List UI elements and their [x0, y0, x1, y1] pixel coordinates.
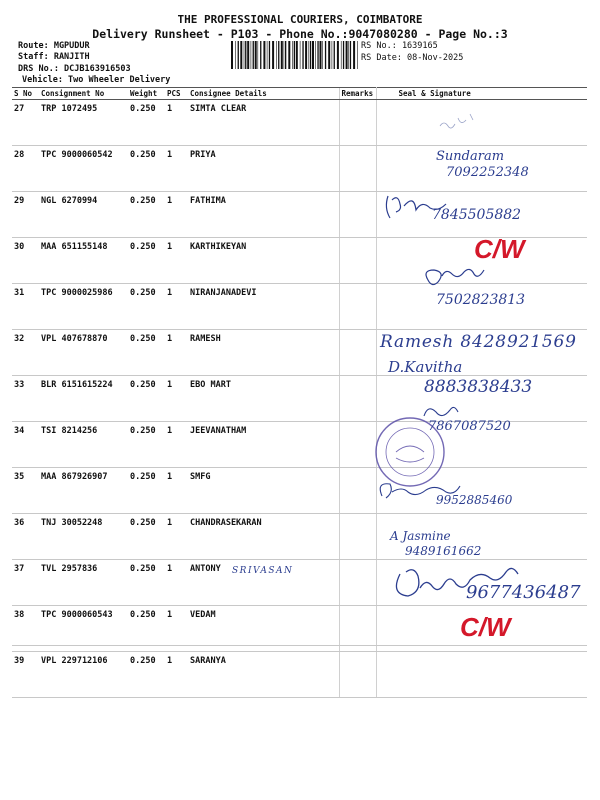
- barcode-bar: [258, 41, 259, 69]
- cell-consignee: SIMTA CLEAR: [188, 100, 339, 146]
- cell-remarks: [339, 284, 376, 330]
- cell-remarks: [339, 468, 376, 514]
- cell-sno: 34: [12, 422, 39, 468]
- col-seal-signature: Seal & Signature: [376, 88, 587, 100]
- cell-sno: 32: [12, 330, 39, 376]
- barcode-bar: [353, 41, 355, 69]
- cell-consignment: TSI 8214256: [39, 422, 128, 468]
- cell-sno: 29: [12, 192, 39, 238]
- cell-signature: [376, 146, 587, 192]
- handwritten-signature: Ramesh 8428921569: [380, 332, 576, 352]
- handwritten-phone: 7845505882: [432, 207, 522, 223]
- cell-remarks: [339, 514, 376, 560]
- barcode-bar: [284, 41, 285, 69]
- cell-weight: 0.250: [128, 376, 165, 422]
- barcode-bar: [292, 41, 293, 69]
- barcode-bar: [278, 41, 279, 69]
- cell-weight: 0.250: [128, 468, 165, 514]
- cell-weight: 0.250: [128, 330, 165, 376]
- cell-consignment: NGL 6270994: [39, 192, 128, 238]
- table-row: [12, 100, 587, 146]
- barcode-bar: [269, 41, 270, 69]
- cell-consignee: CHANDRASEKARAN: [188, 514, 339, 560]
- cell-consignee: VEDAM: [188, 606, 339, 652]
- cell-consignment: TNJ 30052248: [39, 514, 128, 560]
- barcode-bar: [305, 41, 307, 69]
- drs-label: DRS No.: DCJB163916503: [18, 64, 131, 74]
- cell-consignment: TVL 2957836: [39, 560, 128, 606]
- table-row: [12, 468, 587, 514]
- cell-signature: [376, 100, 587, 146]
- handwritten-phone: 9952885460: [436, 493, 513, 507]
- handwritten-phone: 7867087520: [428, 419, 511, 434]
- barcode-bar: [235, 41, 236, 69]
- cell-consignee: NIRANJANADEVI: [188, 284, 339, 330]
- cell-pcs: 1: [165, 560, 188, 606]
- route-label: Route: MGPUDUR: [18, 41, 90, 51]
- cell-consignment: TRP 1072495: [39, 100, 128, 146]
- cell-pcs: 1: [165, 238, 188, 284]
- handwritten-phone: 8883838433: [424, 377, 533, 397]
- table-row: [12, 376, 587, 422]
- col-remarks: Remarks: [339, 88, 376, 100]
- col-pcs: PCS: [165, 88, 188, 100]
- cell-consignment: TPC 9000025986: [39, 284, 128, 330]
- barcode-bar: [348, 41, 349, 69]
- barcode-bar: [281, 41, 283, 69]
- cell-remarks: [339, 652, 376, 698]
- cell-remarks: [339, 376, 376, 422]
- cell-consignee: JEEVANATHAM: [188, 422, 339, 468]
- cell-consignment: VPL 229712106: [39, 652, 128, 698]
- barcode-bar: [251, 41, 252, 69]
- barcode-bar: [322, 41, 323, 69]
- cell-weight: 0.250: [128, 238, 165, 284]
- cell-weight: 0.250: [128, 100, 165, 146]
- table-row: [12, 146, 587, 192]
- cell-weight: 0.250: [128, 606, 165, 652]
- barcode-bar: [350, 41, 351, 69]
- barcode-bar: [312, 41, 314, 69]
- cell-weight: 0.250: [128, 652, 165, 698]
- barcode-bar: [343, 41, 344, 69]
- handwritten-phone: 7092252348: [446, 165, 529, 180]
- barcode-bar: [231, 41, 233, 69]
- barcode-bar: [285, 41, 286, 69]
- cell-consignee: FATHIMA: [188, 192, 339, 238]
- barcode-bar: [253, 41, 254, 69]
- cell-consignee: EBO MART: [188, 376, 339, 422]
- barcode-bar: [240, 41, 242, 69]
- handwritten-name: D.Kavitha: [388, 358, 463, 376]
- cell-signature: [376, 560, 587, 606]
- barcode-bar: [332, 41, 333, 69]
- barcode-bar: [317, 41, 318, 69]
- cell-signature: [376, 376, 587, 422]
- col-sno: S No: [12, 88, 39, 100]
- handwritten-annotation: SRIVASAN: [232, 566, 294, 576]
- cell-sno: 36: [12, 514, 39, 560]
- col-consignment: Consignment No: [39, 88, 128, 100]
- barcode-bar: [337, 41, 339, 69]
- barcode-bar: [260, 41, 261, 69]
- cell-signature: [376, 514, 587, 560]
- barcode-bar: [296, 41, 298, 69]
- cell-remarks: [339, 238, 376, 284]
- cell-weight: 0.250: [128, 146, 165, 192]
- cell-signature: [376, 652, 587, 698]
- barcode-bar: [300, 41, 301, 69]
- cell-weight: 0.250: [128, 284, 165, 330]
- cell-weight: 0.250: [128, 560, 165, 606]
- barcode-bar: [357, 41, 358, 69]
- cell-pcs: 1: [165, 606, 188, 652]
- cw-stamp: C/W: [474, 234, 525, 264]
- cell-sno: 33: [12, 376, 39, 422]
- cell-pcs: 1: [165, 284, 188, 330]
- cell-sno: 30: [12, 238, 39, 284]
- cell-consignee: KARTHIKEYAN: [188, 238, 339, 284]
- barcode-bar: [244, 41, 245, 69]
- cell-consignment: MAA 867926907: [39, 468, 128, 514]
- cell-consignment: VPL 407678870: [39, 330, 128, 376]
- cell-consignee: RAMESH: [188, 330, 339, 376]
- cell-sno: 39: [12, 652, 39, 698]
- table-row: [12, 422, 587, 468]
- cell-remarks: [339, 146, 376, 192]
- cell-consignment: MAA 651155148: [39, 238, 128, 284]
- company-title: THE PROFESSIONAL COURIERS, COIMBATORE: [177, 13, 423, 26]
- cell-pcs: 1: [165, 514, 188, 560]
- barcode-bar: [302, 41, 303, 69]
- barcode-bar: [238, 41, 239, 69]
- barcode-bar: [267, 41, 268, 69]
- cell-pcs: 1: [165, 146, 188, 192]
- handwritten-name: A Jasmine: [390, 529, 451, 543]
- barcode-bar: [346, 41, 348, 69]
- cell-remarks: [339, 560, 376, 606]
- barcode-bar: [325, 41, 326, 69]
- cell-remarks: [339, 192, 376, 238]
- cell-consignee: SMFG: [188, 468, 339, 514]
- handwritten-name: Sundaram: [436, 149, 505, 164]
- cell-consignment: TPC 9000060543: [39, 606, 128, 652]
- barcode-bar: [328, 41, 330, 69]
- cell-sno: 35: [12, 468, 39, 514]
- cell-pcs: 1: [165, 468, 188, 514]
- handwritten-phone: 7502823813: [436, 292, 526, 308]
- barcode-bar: [255, 41, 257, 69]
- barcode-bar: [320, 41, 322, 69]
- cell-consignee: SARANYA: [188, 652, 339, 698]
- table-bottom-rule: [12, 645, 587, 646]
- cell-consignee: PRIYA: [188, 146, 339, 192]
- barcode-bar: [272, 41, 274, 69]
- barcode: [231, 41, 358, 69]
- cell-signature: [376, 192, 587, 238]
- col-consignee: Consignee Details: [188, 88, 339, 100]
- barcode-bar: [247, 41, 249, 69]
- cell-weight: 0.250: [128, 514, 165, 560]
- cell-sno: 28: [12, 146, 39, 192]
- table-row: [12, 652, 587, 698]
- col-weight: Weight: [128, 88, 165, 100]
- cell-remarks: [339, 422, 376, 468]
- runsheet-table: [12, 87, 587, 698]
- table-row: [12, 192, 587, 238]
- cell-pcs: 1: [165, 100, 188, 146]
- rs-date-label: RS Date: 08-Nov-2025: [361, 53, 464, 63]
- barcode-bar: [334, 41, 335, 69]
- table-row: [12, 560, 587, 606]
- cell-consignment: BLR 6151615224: [39, 376, 128, 422]
- runsheet-title: Delivery Runsheet - P103 - Phone No.:9047080280 - Page No.:3: [92, 27, 508, 41]
- barcode-bar: [294, 41, 295, 69]
- barcode-bar: [310, 41, 311, 69]
- cell-sno: 37: [12, 560, 39, 606]
- cell-pcs: 1: [165, 652, 188, 698]
- table-row: [12, 330, 587, 376]
- cell-signature: [376, 238, 587, 284]
- barcode-bar: [341, 41, 342, 69]
- cw-stamp: C/W: [460, 612, 511, 642]
- barcode-bar: [276, 41, 277, 69]
- table-row: [12, 514, 587, 560]
- cell-remarks: [339, 330, 376, 376]
- handwritten-phone: 9677436487: [466, 582, 581, 603]
- cell-signature: [376, 422, 587, 468]
- barcode-bar: [288, 41, 290, 69]
- cell-weight: 0.250: [128, 422, 165, 468]
- barcode-bar: [263, 41, 265, 69]
- cell-sno: 38: [12, 606, 39, 652]
- rs-no-label: RS No.: 1639165: [361, 41, 438, 51]
- barcode-bar: [309, 41, 310, 69]
- barcode-bar: [315, 41, 316, 69]
- cell-remarks: [339, 100, 376, 146]
- cell-consignee: ANTONY: [188, 560, 339, 606]
- table-header: [12, 88, 587, 100]
- cell-pcs: 1: [165, 330, 188, 376]
- cell-signature: [376, 330, 587, 376]
- table-row: [12, 238, 587, 284]
- cell-weight: 0.250: [128, 192, 165, 238]
- staff-label: Staff: RANJITH: [18, 52, 90, 62]
- cell-pcs: 1: [165, 192, 188, 238]
- table-row: [12, 284, 587, 330]
- cell-consignment: TPC 9000060542: [39, 146, 128, 192]
- cell-pcs: 1: [165, 376, 188, 422]
- handwritten-phone: 9489161662: [405, 544, 482, 558]
- cell-sno: 27: [12, 100, 39, 146]
- cell-signature: [376, 468, 587, 514]
- cell-signature: [376, 284, 587, 330]
- cell-pcs: 1: [165, 422, 188, 468]
- cell-sno: 31: [12, 284, 39, 330]
- barcode-bar: [245, 41, 246, 69]
- vehicle-label: Vehicle: Two Wheeler Delivery: [22, 75, 171, 85]
